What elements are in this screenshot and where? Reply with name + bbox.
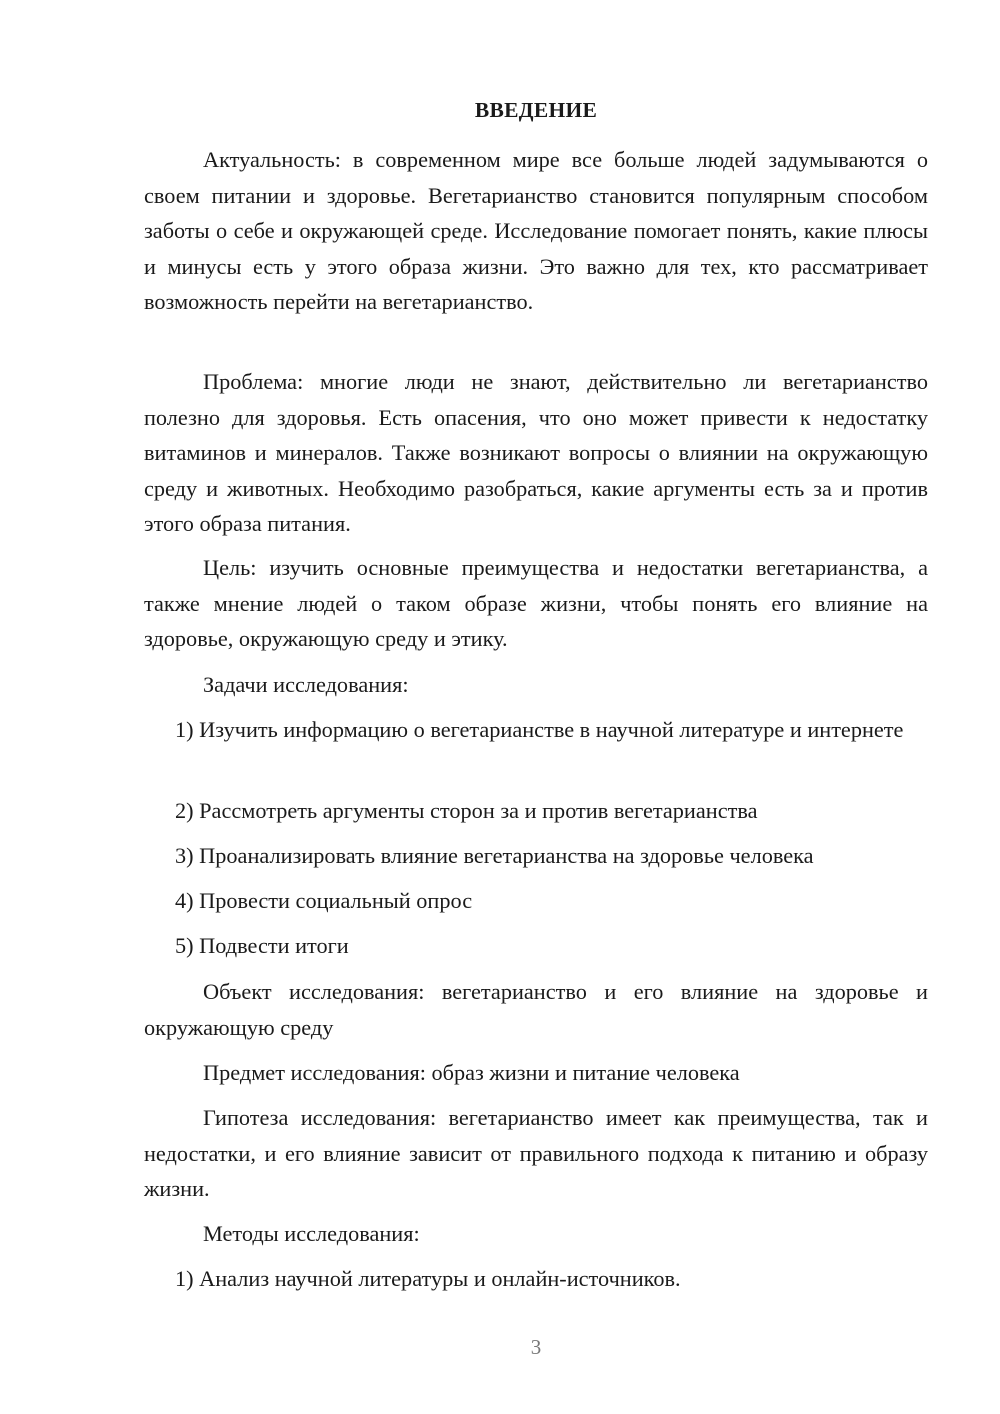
object-paragraph: Объект исследования: вегетарианство и его влияние на здоровье и окружающую среду [144, 979, 928, 1040]
tasks-title: Задачи исследования: [203, 672, 409, 697]
task-list-item: 2) Рассмотреть аргументы сторон за и против вегетарианства [175, 798, 758, 823]
hypothesis-paragraph: Гипотеза исследования: вегетарианство имеет как преимущества, так и недостатки, и его влияние зависит от правильного подхода к питанию и образу жизни. [144, 1105, 928, 1202]
goal-paragraph: Цель: изучить основные преимущества и недостатки вегетарианства, а также мнение людей о таком образе жизни, чтобы понять его влияние на здоровье, окружающую среду и этику. [144, 555, 928, 652]
method-list-item: 1) Анализ научной литературы и онлайн-источников. [175, 1266, 681, 1291]
task-list-item: 1) Изучить информацию о вегетарианстве в научной литературе и интернете [175, 717, 904, 742]
relevance-paragraph: Актуальность: в современном мире все больше людей задумываются о своем питании и здоровье. Вегетарианство становится популярным способом заботы о себе и окружающей среде. Исследование помогает понять, какие плюсы и минусы есть у этого образа жизни. Это важно для тех, кто рассматривает возможность перейти на вегетарианство. [144, 147, 928, 315]
methods-title: Методы исследования: [203, 1221, 420, 1246]
task-list-item: 5) Подвести итоги [175, 933, 349, 958]
section-heading: ВВЕДЕНИЕ [474, 98, 598, 122]
subject-paragraph: Предмет исследования: образ жизни и питание человека [203, 1060, 740, 1085]
document-page [144, 0, 928, 1414]
task-list-item: 4) Провести социальный опрос [175, 888, 473, 913]
task-list-item: 3) Проанализировать влияние вегетарианства на здоровье человека [175, 843, 814, 868]
problem-paragraph: Проблема: многие люди не знают, действительно ли вегетарианство полезно для здоровья. Есть опасения, что оно может привести к недостатку витаминов и минералов. Также возникают вопросы о влиянии на окружающую среду и животных. Необходимо разобраться, какие аргументы есть за и против этого образа питания. [144, 369, 928, 537]
page-number: 3 [530, 1335, 542, 1359]
